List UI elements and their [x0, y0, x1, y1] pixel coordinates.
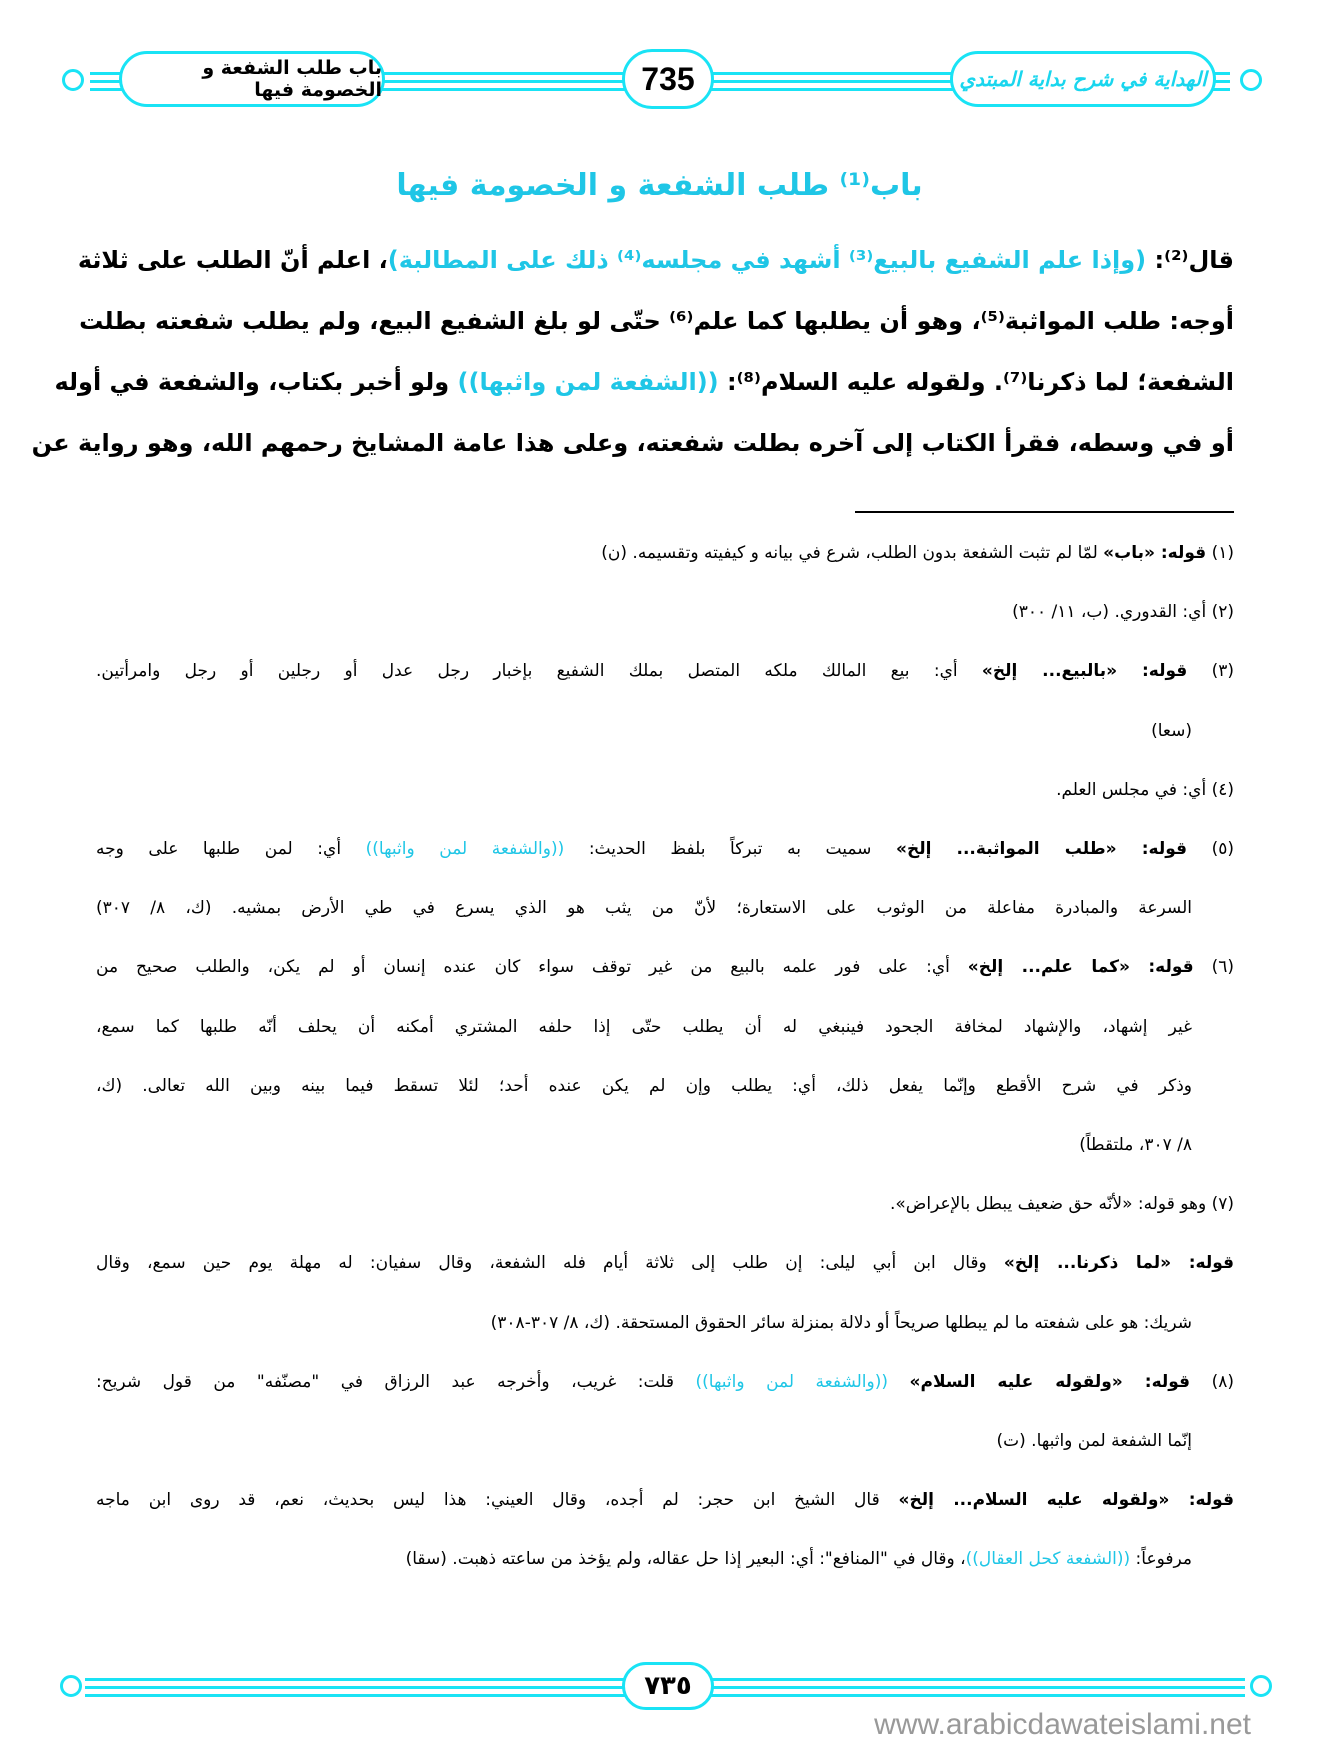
text-segment: ٨/ ٣٠٧، ملتقطاً): [1079, 1135, 1192, 1155]
text-segment: (سعا): [1151, 720, 1192, 741]
text-segment: (١): [1206, 543, 1234, 563]
text-segment: (٥): [1187, 839, 1234, 859]
footnote-line: [96, 780, 1234, 800]
text-segment: [888, 1372, 910, 1392]
footnote-line: [96, 957, 1234, 977]
footnote-line: [96, 839, 1234, 859]
text-segment: ، اعلم أنّ الطلب على ثلاثة: [77, 246, 388, 274]
text-segment: وقال ابن أبي ليلى: إن طلب إلى ثلاثة أيام فله الشفعة، وقال سفيان: له مهلة يوم حين سمع، وقال: [96, 1253, 1004, 1274]
footnote-line: [96, 1135, 1192, 1155]
highlighted-text: ((والشفعة لمن واثبها)): [365, 839, 565, 859]
footnote-line: [96, 1372, 1234, 1392]
footnote-line: [96, 1549, 1192, 1569]
text-segment: أي: بيع المالك ملكه المتصل بملك الشفيع بإخبار رجل عدل أو رجلين أو رجل وامرأتين.: [96, 661, 982, 682]
body-line: [31, 429, 1234, 457]
page-number-frame: [622, 49, 714, 109]
footnote-line: [96, 721, 1192, 741]
text-segment: (٣): [1187, 661, 1234, 682]
footer-page-number: ٧٣٥: [644, 1671, 692, 1701]
chapter-title: باب⁽¹⁾ طلب الشفعة و الخصومة فيها: [396, 168, 923, 203]
bold-lemma: قوله: «لما ذكرنا... إلخ»: [1003, 1253, 1235, 1274]
text-segment: مرفوعاً:: [1130, 1549, 1192, 1570]
text-segment: قلت: غريب، وأخرجه عبد الرزاق في "مصنّفه" من قول شريح:: [96, 1371, 696, 1392]
bold-lemma: قوله: «طلب المواثبة... إلخ»: [895, 839, 1187, 859]
footer-page-number-frame: [622, 1662, 714, 1710]
text-segment: ولو أخبر بكتاب، والشفعة في أوله: [54, 368, 458, 396]
text-segment: أو في وسطه، فقرأ الكتاب إلى آخره بطلت شفعته، وعلى هذا عامة المشايخ رحمهم الله، وهو رواية عن: [31, 429, 1234, 457]
bold-lemma: قوله: «باب»: [1103, 543, 1207, 563]
book-title-frame: [950, 51, 1216, 107]
body-line: [54, 368, 1234, 396]
body-line: [77, 246, 1234, 274]
footnote-line: [96, 898, 1192, 918]
text-segment: شريك: هو على شفعته ما لم يبطلها صريحاً أو دلالة بمنزلة سائر الحقوق المستحقة. (ك، ٨/ ٣٠٧-٣٠٨): [490, 1312, 1192, 1333]
page-number: 735: [641, 60, 695, 97]
text-segment: سميت به تبركاً بلفظ الحديث:: [564, 839, 896, 859]
running-title-frame: [119, 51, 385, 107]
running-title: باب طلب الشفعة و الخصومة فيها: [202, 57, 382, 101]
footnote-line: [96, 1431, 1192, 1451]
text-segment: الشفعة؛ لما ذكرنا⁽⁷⁾. ولقوله عليه السلام⁽⁸⁾:: [718, 368, 1234, 396]
watermark: www.arabicdawateislami.net: [874, 1708, 1251, 1741]
body-line: [79, 307, 1234, 335]
text-segment: أي: لمن طلبها على وجه: [96, 839, 366, 859]
text-segment: لمّا لم تثبت الشفعة بدون الطلب، شرع في بيانه و كيفيته وتقسيمه. (ن): [601, 543, 1104, 563]
footnote-line: [96, 1076, 1192, 1096]
footnote-line: [96, 1194, 1234, 1214]
book-title: الهداية في شرح بداية المبتدي: [959, 67, 1207, 91]
footnote-line: [96, 1017, 1192, 1037]
text-segment: إنّما الشفعة لمن واثبها. (ت): [996, 1431, 1192, 1451]
footnote-line: [96, 543, 1234, 563]
text-segment: وذكر في شرح الأقطع وإنّما يفعل ذلك، أي: يطلب وإن لم يكن عنده أحد؛ لئلا تسقط فيما بينه وبين الله تعالى. (ك،: [96, 1075, 1192, 1096]
text-segment: السرعة والمبادرة مفاعلة من الوثوب على الاستعارة؛ لأنّ من يثب هو الذي يسرع في طي الأرض بمشيه. (ك، ٨/ ٣٠٧): [96, 898, 1193, 919]
text-segment: ، وقال في "المنافع": أي: البعير إذا حل عقاله، ولم يؤخذ من ساعته ذهبت. (سقا): [405, 1549, 966, 1570]
bold-lemma: قوله: «كما علم... إلخ»: [967, 957, 1194, 978]
bold-lemma: قوله: «ولقوله عليه السلام»: [909, 1371, 1191, 1392]
footnote-line: [96, 602, 1234, 622]
footnote-line: [96, 1313, 1192, 1333]
text-segment: (٦): [1193, 957, 1234, 978]
text-segment: قال الشيخ ابن حجر: لم أجده، وقال العيني: هذا ليس بحديث، نعم، قد روى ابن ماجه: [96, 1490, 899, 1511]
highlighted-text: ((الشفعة لمن واثبها)): [457, 368, 719, 396]
text-segment: (٧) وهو قوله: «لأنّه حق ضعيف يبطل بالإعراض».: [889, 1194, 1234, 1215]
text-segment: (٨): [1190, 1371, 1235, 1392]
footnote-line: [96, 1253, 1234, 1273]
highlighted-text: ((الشفعة كحل العقال)): [965, 1549, 1131, 1570]
text-segment: أوجه: طلب المواثبة⁽⁵⁾، وهو أن يطلبها كما علم⁽⁶⁾ حتّى لو بلغ الشفيع البيع، ولم يطلب شفعته بطلت: [79, 307, 1234, 335]
text-segment: غير إشهاد، والإشهاد لمخافة الجحود فينبغي له أن يطلب حتّى إذا حلفه المشتري أمكنه أن يحلف أنّه طلبها كما سمع،: [96, 1016, 1192, 1037]
text-segment: أي: على فور علمه بالبيع من غير توقف سواء كان عنده إنسان أو لم يكن، والطلب صحيح من: [96, 957, 968, 978]
text-segment: (٤) أي: في مجلس العلم.: [1056, 779, 1234, 800]
text-segment: (٢) أي: القدوري. (ب، ١١/ ٣٠٠): [1012, 602, 1234, 623]
footnote-line: [96, 661, 1234, 681]
footnote-separator: [855, 511, 1234, 513]
highlighted-text: (وإذا علم الشفيع بالبيع⁽³⁾ أشهد في مجلسه⁽⁴⁾ ذلك على المطالبة): [387, 246, 1147, 274]
text-segment: قال⁽²⁾:: [1146, 246, 1234, 274]
highlighted-text: ((والشفعة لمن واثبها)): [695, 1371, 889, 1392]
footnote-line: [96, 1490, 1234, 1510]
bold-lemma: قوله: «بالبيع... إلخ»: [981, 661, 1188, 682]
bold-lemma: قوله: «ولقوله عليه السلام... إلخ»: [898, 1490, 1234, 1511]
